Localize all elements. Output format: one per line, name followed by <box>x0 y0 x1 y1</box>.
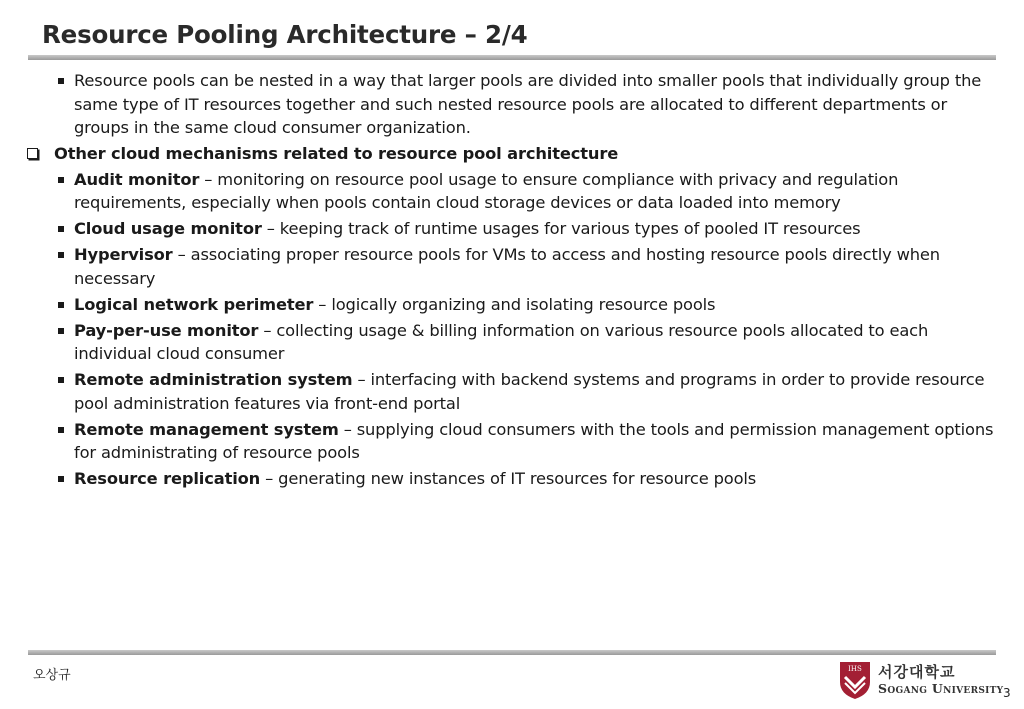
square-bullet-icon <box>58 252 64 258</box>
checkbox-bullet-icon <box>27 148 38 159</box>
bullet-item-hypervisor <box>24 243 994 290</box>
university-shield-icon <box>838 660 872 700</box>
term-description: – logically organizing and isolating resource pools <box>313 294 716 314</box>
square-bullet-icon <box>58 302 64 308</box>
bullet-item-logical-network-perimeter <box>24 293 994 317</box>
university-logo <box>838 660 1004 700</box>
author-name: 오상규 <box>33 668 71 683</box>
square-bullet-icon <box>58 427 64 433</box>
square-bullet-icon <box>58 377 64 383</box>
bullet-item-remote-management-system <box>24 418 994 465</box>
term-label: Remote management system <box>74 419 339 439</box>
term-label: Hypervisor <box>74 245 173 264</box>
bullet-item-nested-pools <box>24 69 994 140</box>
page-number: 3 <box>1003 686 1011 700</box>
term-description: – monitoring on resource pool usage to ensure compliance with privacy and regulation requirements, especially when pools contain cloud storage devices or data loaded into memory <box>74 169 899 212</box>
term-description: – interfacing with backend systems and programs in order to provide resource pool administration features via front-end portal <box>74 370 985 413</box>
bullet-item-audit-monitor <box>24 168 994 215</box>
term-label: Resource replication <box>74 469 261 488</box>
square-bullet-icon <box>58 226 64 232</box>
term-label: Remote administration system <box>74 370 353 389</box>
bullet-item-remote-administration-system <box>24 368 994 415</box>
section-heading <box>24 142 994 166</box>
term-description: – supplying cloud consumers with the tools and permission management options for administrating of resource pools <box>74 419 994 462</box>
square-bullet-icon <box>58 328 64 334</box>
bullet-item-resource-replication <box>24 467 994 491</box>
term-label: Audit monitor <box>74 169 200 189</box>
shield-lettering: IHS <box>848 665 862 673</box>
term-description: – generating new instances of IT resources for resource pools <box>260 469 757 488</box>
section-heading-text: Other cloud mechanisms related to resource pool architecture <box>54 144 619 163</box>
bullet-item-cloud-usage-monitor <box>24 217 994 241</box>
logo-korean-text: 서강대학교 <box>878 663 956 681</box>
square-bullet-icon <box>58 78 64 84</box>
term-description: – associating proper resource pools for VMs to access and hosting resource pools directly when necessary <box>74 245 940 288</box>
term-description: – keeping track of runtime usages for various types of pooled IT resources <box>261 219 861 238</box>
title-divider <box>28 55 996 60</box>
slide-content <box>24 69 994 493</box>
footer-divider <box>28 650 996 655</box>
term-label: Logical network perimeter <box>74 294 314 314</box>
bullet-text: Resource pools can be nested in a way that larger pools are divided into smaller pools that individually group the same type of IT resources together and such nested resource pools are allocated to different departments or groups in the same cloud consumer organization. <box>74 71 982 137</box>
bullet-item-pay-per-use-monitor <box>24 319 994 366</box>
term-description: – collecting usage & billing information on various resource pools allocated to each individual cloud consumer <box>74 320 929 363</box>
term-label: Pay-per-use monitor <box>74 320 259 340</box>
square-bullet-icon <box>58 177 64 183</box>
term-label: Cloud usage monitor <box>74 219 262 238</box>
slide-title: Resource Pooling Architecture – 2/4 <box>42 20 528 49</box>
logo-english-text: Sogang University <box>878 681 1004 696</box>
square-bullet-icon <box>58 476 64 482</box>
